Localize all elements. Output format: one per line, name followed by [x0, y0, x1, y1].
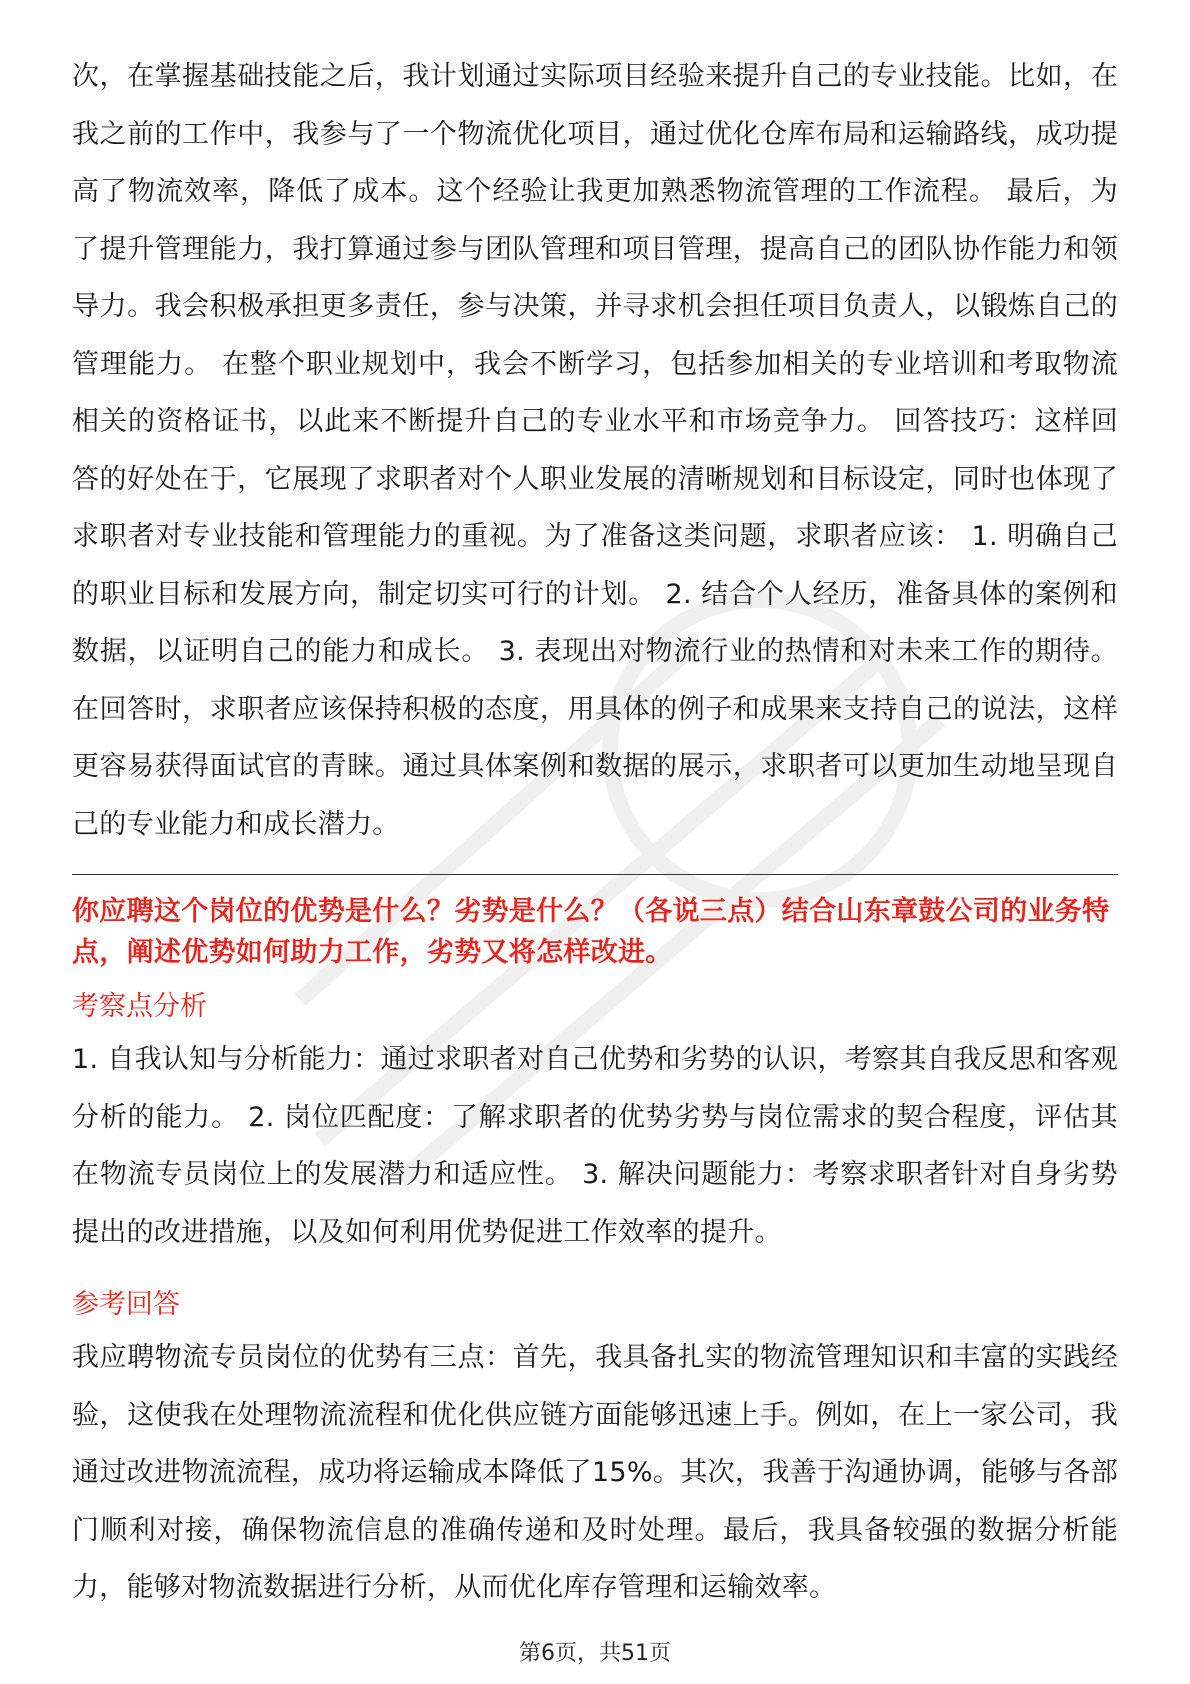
answer-heading: 参考回答 — [72, 1289, 180, 1320]
answer-text: 我应聘物流专员岗位的优势有三点：首先，我具备扎实的物流管理知识和丰富的实践经验，这使我在处理物流流程和优化供应链方面能够迅速上手。例如，在上一家公司，我通过改进物流流程，成功将运输成本降低了15%。其次，我善于沟通协调，能够与各部门顺利对接，确保物流信息的准确传递和及时处理。最后，我具备较强的数据分析能力，能够对物流数据进行分析，从而优化库存管理和运输效率。 — [72, 1342, 1118, 1603]
page-number-footer: 第6页，共51页 — [519, 1641, 671, 1666]
section-divider — [72, 874, 1118, 875]
analysis-heading: 考察点分析 — [72, 991, 207, 1022]
content-area — [72, 48, 1118, 1617]
interview-question: 你应聘这个岗位的优势是什么？劣势是什么？（各说三点）结合山东章鼓公司的业务特点，阐述优势如何助力工作，劣势又将怎样改进。 — [72, 896, 1110, 968]
continued-answer-paragraph: 次，在掌握基础技能之后，我计划通过实际项目经验来提升自己的专业技能。比如，在我之前的工作中，我参与了一个物流优化项目，通过优化仓库布局和运输路线，成功提高了物流效率，降低了成本。这个经验让我更加熟悉物流管理的工作流程。 最后，为了提升管理能力，我打算通过参与团队管理和项目管理，提高自己的团队协作能力和领导力。我会积极承担更多责任，参与决策，并寻求机会担任项目负责人，以锻炼自己的管理能力。 在整个职业规划中，我会不断学习，包括参加相关的专业培训和考取物流相关的资格证书，以此来不断提升自己的专业水平和市场竞争力。 回答技巧：这样回答的好处在于，它展现了求职者对个人职业发展的清晰规划和目标设定，同时也体现了求职者对专业技能和管理能力的重视。为了准备这类问题，求职者应该： 1. 明确自己的职业目标和发展方向，制定切实可行的计划。 2. 结合个人经历，准备具体的案例和数据，以证明自己的能力和成长。 3. 表现出对物流行业的热情和对未来工作的期待。 在回答时，求职者应该保持积极的态度，用具体的例子和成果来支持自己的说法，这样更容易获得面试官的青睐。通过具体案例和数据的展示，求职者可以更加生动地呈现自己的专业能力和成长潜力。 — [72, 61, 1118, 840]
analysis-text: 1. 自我认知与分析能力：通过求职者对自己优势和劣势的认识，考察其自我反思和客观分析的能力。 2. 岗位匹配度：了解求职者的优势劣势与岗位需求的契合程度，评估其在物流专员岗位上的发展潜力和适应性。 3. 解决问题能力：考察求职者针对自身劣势提出的改进措施，以及如何利用优势促进工作效率的提升。 — [72, 1044, 1118, 1248]
